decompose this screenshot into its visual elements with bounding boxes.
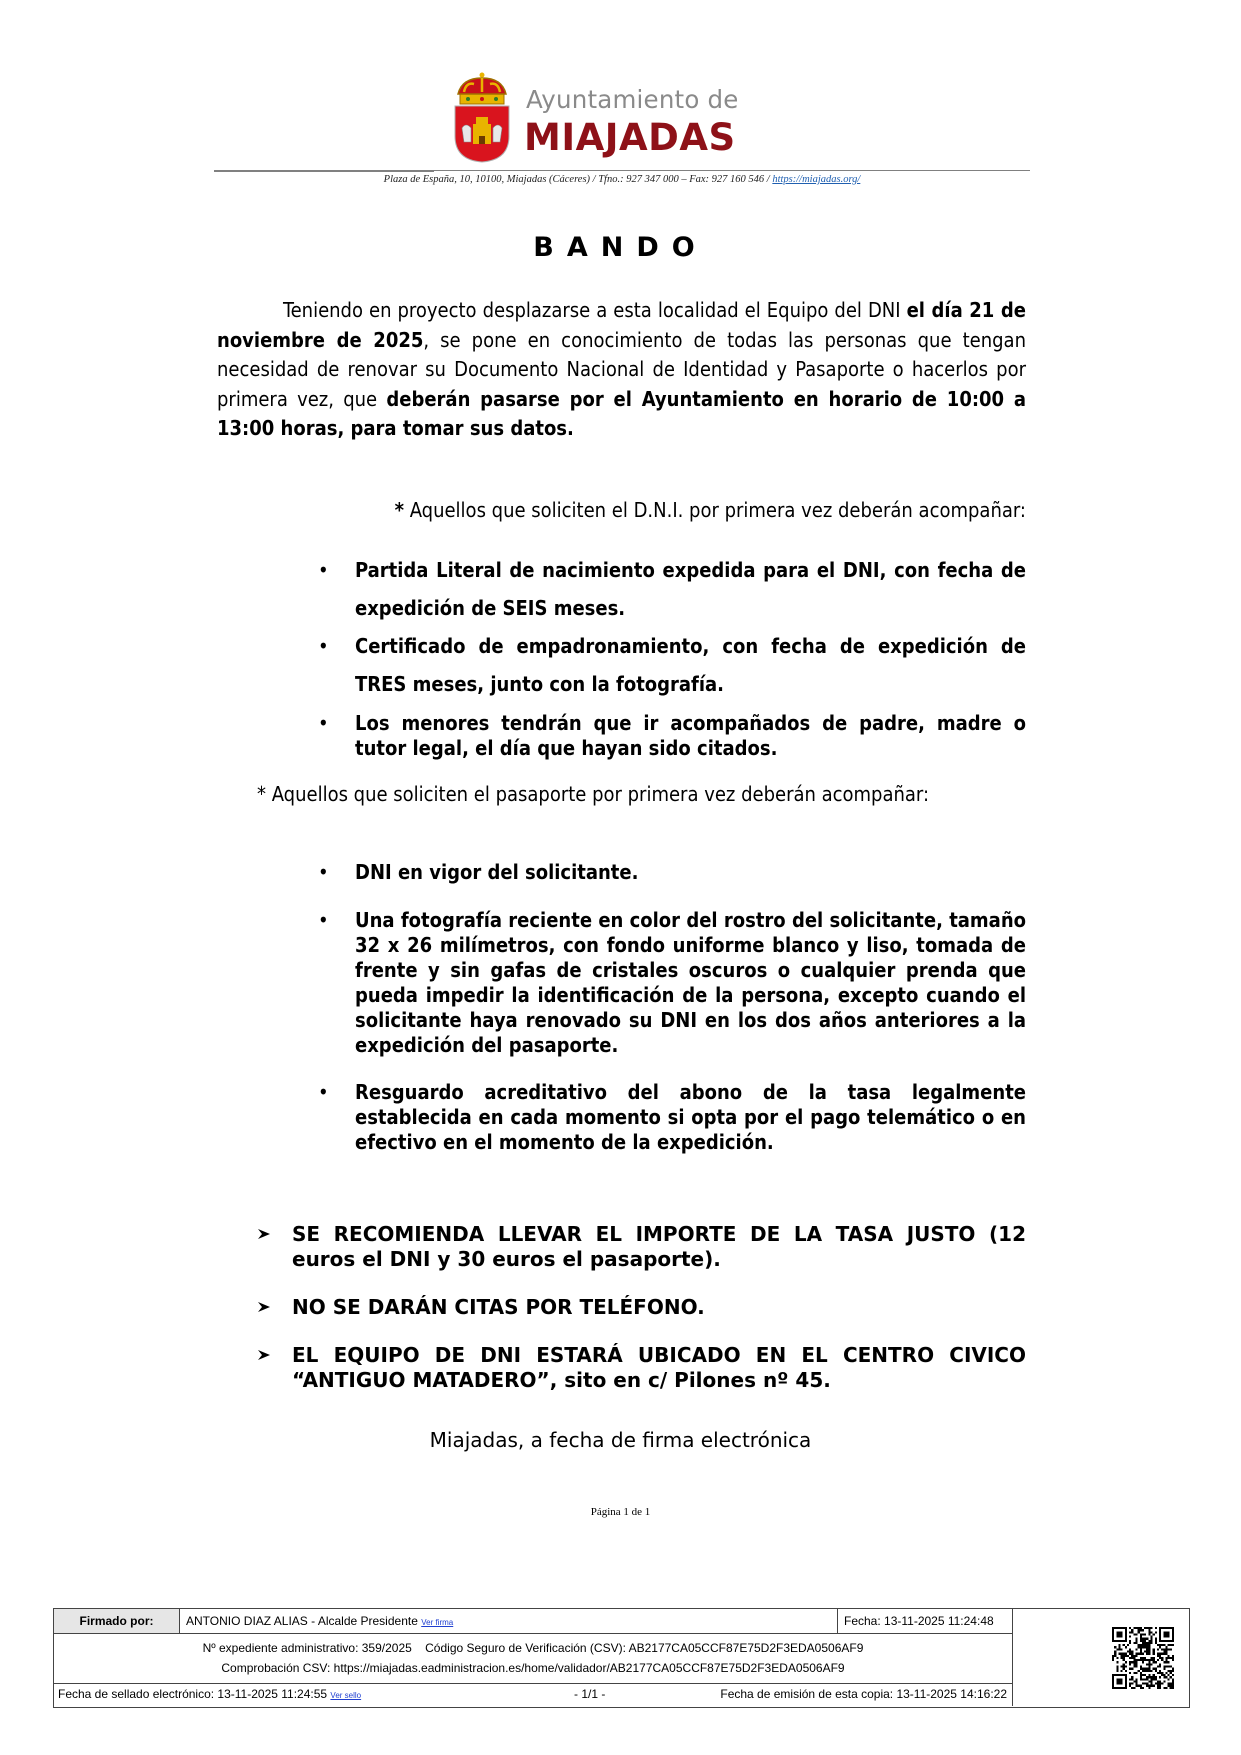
list-item-text: Partida Literal de nacimiento expedida para el DNI, con fecha de expedición de SEIS meses. [355,558,1026,620]
dni-requirements-list [318,551,1026,761]
intro-date: el día 21 de noviembre de 2025 [217,298,1026,352]
intro-text-2: , se pone en conocimiento de todas las personas que tengan necesidad de renovar su Documento Nacional de Identidad y Pasaporte o hacerlos por primera vez, que [217,327,1026,411]
list-item [318,551,1026,627]
bullet-icon: • [318,908,329,932]
bullet-icon: • [318,634,329,658]
arrowhead-bullet-icon [257,1227,271,1241]
logo-text-miajadas: MIAJADAS [524,116,736,159]
csv-line [54,1639,1012,1657]
coat-of-arms-icon [452,72,512,164]
seal-date: Fecha de sellado electrónico: 13-11-2025 11:24:55 [58,1687,328,1701]
signature-date: Fecha: 13-11-2025 11:24:48 [844,1614,994,1628]
notice-item [257,1343,1026,1393]
document-title: BANDO [533,232,708,263]
passport-requirements-list [318,860,1026,1155]
list-item [318,627,1026,703]
bullet-icon: • [318,860,329,884]
notice-text: EL EQUIPO DE DNI ESTARÁ UBICADO EN EL CENTRO CIVICO “ANTIGUO MATADERO”, sito en c/ Pilones nº 45. [292,1343,1026,1392]
copy-date: Fecha de emisión de esta copia: 13-11-2025 14:16:22 [720,1687,1007,1701]
expediente-number: Nº expediente administrativo: 359/2025 [202,1641,412,1655]
list-item-text: Una fotografía reciente en color del rostro del solicitante, tamaño 32 x 26 milímetros, con fondo uniforme blanco y liso, tomada de frente y sin gafas de cristales oscuros o cualquier prenda que pueda impedir la identificación de la persona, excepto cuando el solicitante haya renovado su DNI en los dos años anteriores a la expedición del pasaporte. [355,908,1026,1057]
bullet-icon: • [318,558,329,582]
notices-list [257,1222,1026,1393]
notice-text: SE RECOMIENDA LLEVAR EL IMPORTE DE LA TASA JUSTO (12 euros el DNI y 30 euros el pasaporte). [292,1222,1026,1271]
dni-section-heading [217,496,1026,526]
logo-text-ayuntamiento: Ayuntamiento de [526,85,739,114]
signed-by-label: Firmado por: [54,1609,179,1633]
list-item-text: DNI en vigor del solicitante. [355,860,639,884]
view-signature-link[interactable]: Ver firma [421,1618,454,1627]
list-item-text: Certificado de empadronamiento, con fecha de expedición de TRES meses, junto con la fotografía. [355,634,1026,696]
page-number: Página 1 de 1 [590,1506,651,1518]
passport-heading-text: * Aquellos que soliciten el pasaporte por primera vez deberán acompañar: [257,782,930,806]
notice-item [257,1295,1026,1320]
address-text: Plaza de España, 10, 10100, Miajadas (Cáceres) / Tfno.: 927 347 000 – Fax: 927 160 546 / [383,174,773,185]
intro-instructions: deberán pasarse por el Ayuntamiento en horario de 10:00 a 13:00 horas, para tomar sus datos. [217,386,1027,440]
list-item-text: Los menores tendrán que ir acompañados de padre, madre o tutor legal, el día que hayan sido citados. [355,711,1026,760]
bullet-icon: • [318,711,329,735]
qr-code-icon [1112,1614,1174,1702]
header-address [214,174,1030,185]
municipal-logo [452,72,752,164]
arrowhead-bullet-icon [257,1348,271,1362]
list-item-text: Resguardo acreditativo del abono de la tasa legalmente establecida en cada momento si opta por el pago telemático o en efectivo en el momento de la expedición. [355,1080,1026,1154]
electronic-signature-block [53,1608,1190,1708]
passport-section-heading [217,782,1026,807]
header-divider-accent [214,170,434,172]
intro-paragraph [217,296,1026,444]
dni-heading-text: Aquellos que soliciten el D.N.I. por primera vez deberán acompañar: [403,498,1026,522]
list-item [318,860,1026,885]
list-item [318,711,1026,761]
signer-cell [186,1609,453,1635]
csv-code: Código Seguro de Verificación (CSV): AB2177CA05CCF87E75D2F3EDA0506AF9 [425,1641,864,1655]
bullet-icon: • [318,1080,329,1104]
seal-cell [58,1683,361,1707]
intro-text-1: Teniendo en proyecto desplazarse a esta localidad el Equipo del DNI [283,298,907,322]
page-count: - 1/1 - [574,1687,606,1701]
view-seal-link[interactable]: Ver sello [330,1691,362,1700]
list-item [318,908,1026,1058]
notice-text: NO SE DARÁN CITAS POR TELÉFONO. [292,1295,705,1319]
arrowhead-bullet-icon [257,1300,271,1314]
closing-line: Miajadas, a fecha de firma electrónica [429,1428,812,1452]
website-link[interactable]: https://miajadas.org/ [772,174,861,185]
csv-check-url: Comprobación CSV: https://miajadas.eadministracion.es/home/validador/AB2177CA05CCF87E75D2F3EDA0506AF9 [221,1661,845,1675]
list-item [318,1080,1026,1155]
signer-name: ANTONIO DIAZ ALIAS - Alcalde Presidente [186,1614,418,1628]
asterisk: * [394,498,404,522]
notice-item [257,1222,1026,1272]
